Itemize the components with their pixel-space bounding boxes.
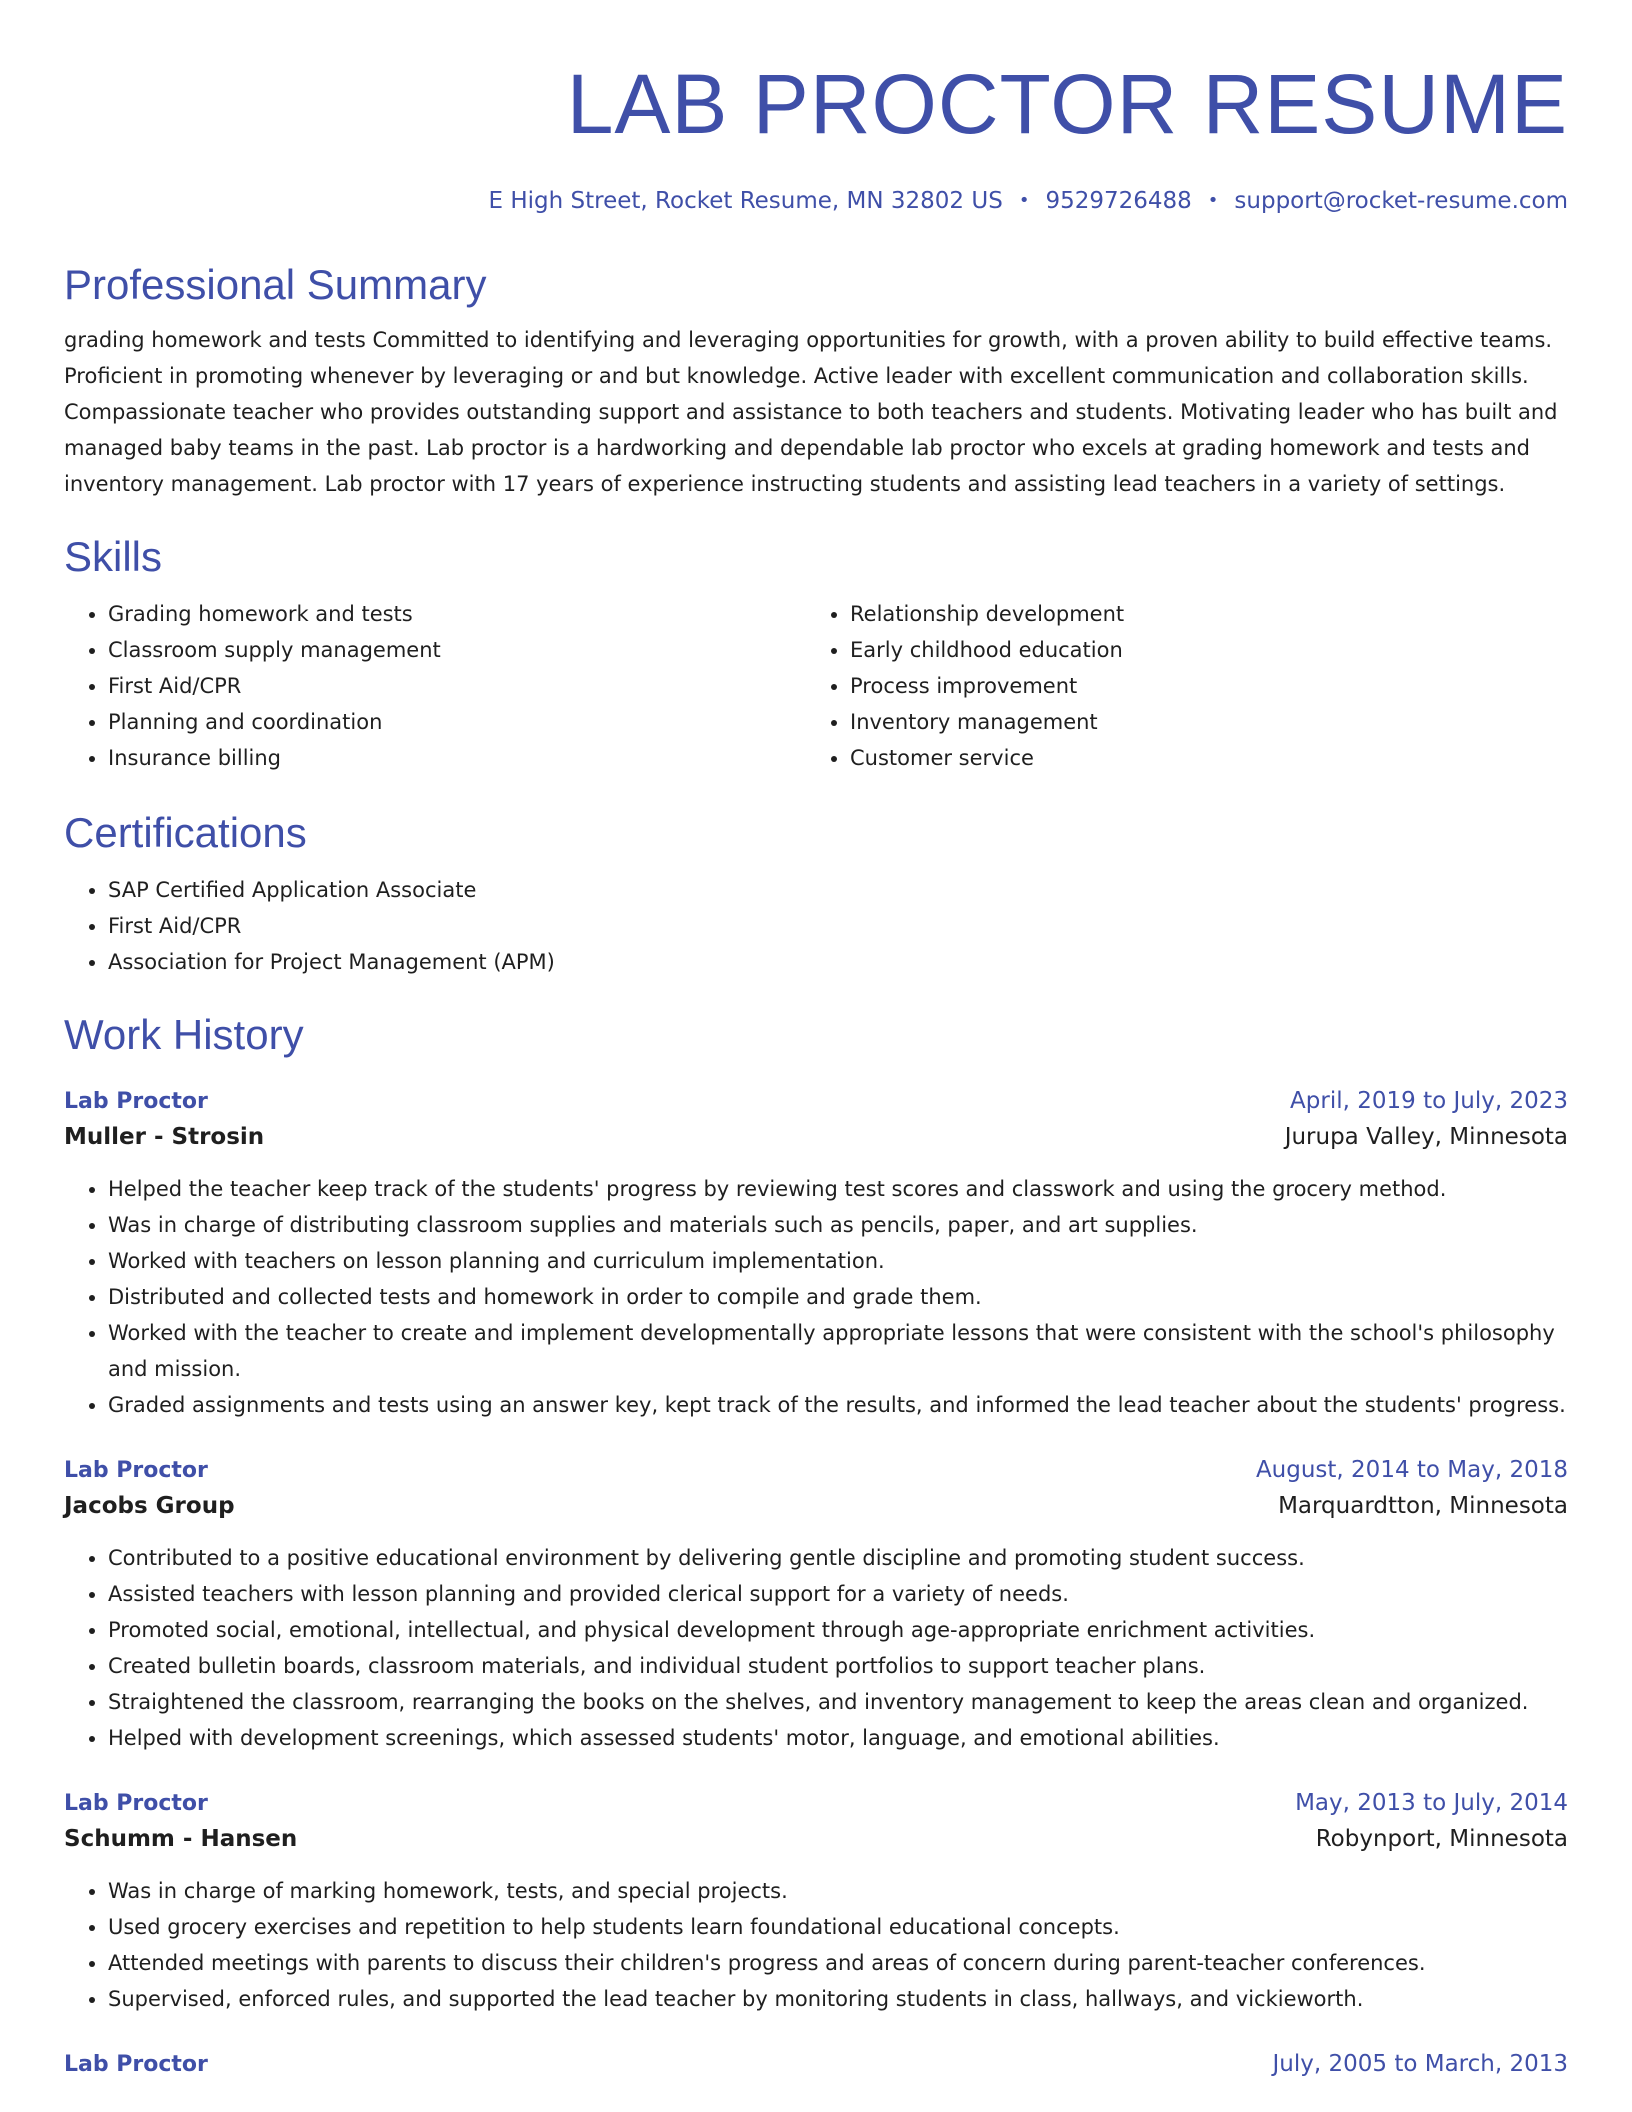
job-dates: August, 2014 to May, 2018 [1255,1457,1568,1483]
job-title-row [64,1453,1568,1488]
job-location: Jurupa Valley, Minnesota [1284,1124,1568,1150]
job-dates: April, 2019 to July, 2023 [1290,1088,1568,1114]
job-company-row [64,1821,1568,1857]
job-duty-item: • Assisted teachers with lesson planning and provided clerical support for a variety of needs. [108,1576,1568,1612]
job-location: Robynport, Minnesota [1315,1826,1568,1852]
job-duty-item: • Straightened the classroom, rearranging the books on the shelves, and inventory management to keep the areas clean and organized. [108,1684,1568,1720]
skill-item: • Grading homework and tests [108,596,806,632]
job-duty-item: • Distributed and collected tests and homework in order to compile and grade them. [108,1279,1568,1315]
resume-page [64,0,1568,2082]
job-duty-item: • Created bulletin boards, classroom materials, and individual student portfolios to support teacher plans. [108,1648,1568,1684]
job-entry [64,2047,1568,2082]
contact-phone: 9529726488 [1045,188,1192,214]
job-company-row [64,1488,1568,1524]
skills-section [64,532,1568,776]
job-duties-list [64,1540,1568,1756]
job-entry [64,1453,1568,1756]
skills-heading: Skills [64,533,163,580]
job-duties-list [64,1873,1568,2017]
contact-email[interactable]: support@rocket-resume.com [1234,188,1568,214]
job-duty-item: • Was in charge of distributing classroom supplies and materials such as pencils, paper, and art supplies. [108,1207,1568,1243]
job-title: Lab Proctor [64,1089,208,1114]
skill-item: • Customer service [850,740,1548,776]
job-duty-item: • Promoted social, emotional, intellectual, and physical development through age-appropriate enrichment activities. [108,1612,1568,1648]
job-duty-item: • Helped the teacher keep track of the students' progress by reviewing test scores and classwork and using the grocery method. [108,1171,1568,1207]
job-entry [64,1786,1568,2017]
certification-item: • Association for Project Management (APM) [108,944,1568,980]
job-dates: May, 2013 to July, 2014 [1295,1790,1568,1816]
contact-line [64,186,1568,216]
job-duty-item: • Supervised, enforced rules, and supported the lead teacher by monitoring students in class, hallways, and vickieworth. [108,1981,1568,2017]
skills-list-right [806,596,1548,776]
job-title-row [64,1084,1568,1119]
summary-section [64,260,1568,502]
job-duty-item: • Was in charge of marking homework, tests, and special projects. [108,1873,1568,1909]
summary-heading: Professional Summary [64,261,487,308]
job-duty-item: • Worked with teachers on lesson planning and curriculum implementation. [108,1243,1568,1279]
skills-list-left [64,596,806,776]
skill-item: • Inventory management [850,704,1548,740]
summary-text: grading homework and tests Committed to identifying and leveraging opportunities for growth, with a proven ability to build effective teams. Proficient in promoting whenever by leveraging or and but knowledge. Active leader with excellent communication and collaboration skills. Compassionate teacher who provides outstanding support and assistance to both teachers and students. Motivating leader who has built and managed baby teams in the past. Lab proctor is a hardworking and dependable lab proctor who excels at grading homework and tests and inventory management. Lab proctor with 17 years of experience instructing students and assisting lead teachers in a variety of settings. [64,328,1558,496]
job-company-row [64,1119,1568,1155]
certification-item: • First Aid/CPR [108,908,1568,944]
job-company: Jacobs Group [64,1493,235,1519]
skill-item: • Early childhood education [850,632,1548,668]
work-history-section [64,1010,1568,2082]
job-duty-item: • Attended meetings with parents to discuss their children's progress and areas of concern during parent-teacher conferences. [108,1945,1568,1981]
skill-item: • Process improvement [850,668,1548,704]
job-title: Lab Proctor [64,1791,208,1816]
certifications-heading: Certifications [64,809,307,856]
job-company: Muller - Strosin [64,1124,265,1150]
job-title: Lab Proctor [64,2052,208,2077]
job-list [64,1084,1568,2082]
skill-item: • Classroom supply management [108,632,806,668]
job-entry [64,1084,1568,1423]
job-dates: July, 2005 to March, 2013 [1272,2051,1568,2077]
job-title: Lab Proctor [64,1458,208,1483]
contact-separator: • [1207,190,1219,211]
certifications-list [64,872,1568,980]
contact-address: E High Street, Rocket Resume, MN 32802 US [488,188,1003,214]
job-duties-list [64,1171,1568,1423]
resume-header [64,0,1568,216]
job-company: Schumm - Hansen [64,1826,298,1852]
job-duty-item: • Used grocery exercises and repetition to help students learn foundational educational concepts. [108,1909,1568,1945]
certification-item: • SAP Certified Application Associate [108,872,1568,908]
job-location: Marquardtton, Minnesota [1278,1493,1568,1519]
job-title-row [64,1786,1568,1821]
skill-item: • Insurance billing [108,740,806,776]
job-title-row [64,2047,1568,2082]
resume-title: LAB PROCTOR RESUME [566,57,1568,151]
skill-item: • Planning and coordination [108,704,806,740]
skill-item: • Relationship development [850,596,1548,632]
job-duty-item: • Graded assignments and tests using an answer key, kept track of the results, and informed the lead teacher about the students' progress. [108,1387,1568,1423]
work-history-heading: Work History [64,1011,304,1058]
job-duty-item: • Helped with development screenings, which assessed students' motor, language, and emotional abilities. [108,1720,1568,1756]
skills-grid [64,596,1568,776]
contact-separator: • [1018,190,1030,211]
job-duty-item: • Worked with the teacher to create and implement developmentally appropriate lessons that were consistent with the school's philosophy and mission. [108,1315,1568,1387]
skill-item: • First Aid/CPR [108,668,806,704]
job-duty-item: • Contributed to a positive educational environment by delivering gentle discipline and promoting student success. [108,1540,1568,1576]
certifications-section [64,808,1568,980]
